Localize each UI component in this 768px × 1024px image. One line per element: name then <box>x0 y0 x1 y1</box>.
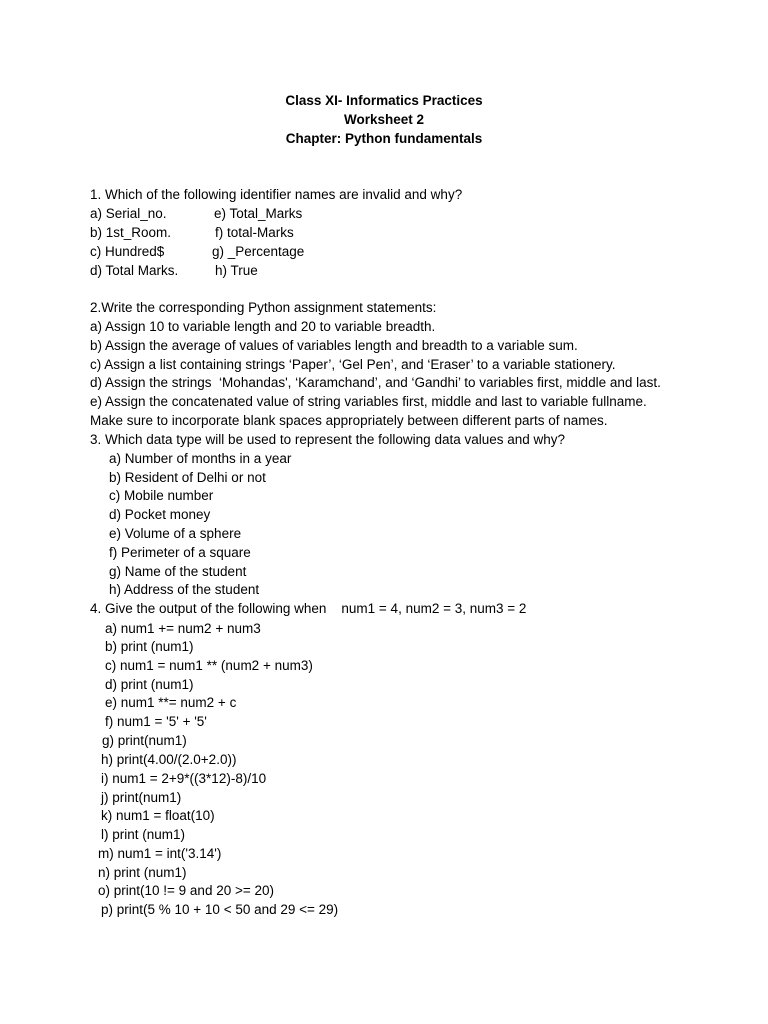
question-3-text: 3. Which data type will be used to represent the following data values and why? <box>90 432 566 447</box>
document-title: Class XI- Informatics Practices <box>285 93 483 108</box>
q1-option-g: g) _Percentage <box>212 244 305 259</box>
q3-item-a: a) Number of months in a year <box>109 451 292 466</box>
q4-item-d: d) print (num1) <box>105 677 194 692</box>
q2-item-a: a) Assign 10 to variable length and 20 to variable breadth. <box>90 319 436 334</box>
q3-item-g: g) Name of the student <box>109 564 247 579</box>
q1-option-b: b) 1st_Room. <box>90 225 172 240</box>
q2-item-e: e) Assign the concatenated value of string variables first, middle and last to variable fullname. <box>90 394 647 409</box>
q2-item-c: c) Assign a list containing strings ‘Paper’, ‘Gel Pen’, and ‘Eraser’ to a variable stationery. <box>90 357 616 372</box>
q4-item-k: k) num1 = float(10) <box>101 808 215 823</box>
q4-item-l: l) print (num1) <box>101 827 186 842</box>
q3-item-c: c) Mobile number <box>109 488 214 503</box>
q4-item-n: n) print (num1) <box>98 865 187 880</box>
question-4-text: 4. Give the output of the following when num1 = 4, num2 = 3, num3 = 2 <box>90 601 527 616</box>
q4-item-j: j) print(num1) <box>101 790 182 805</box>
q3-item-e: e) Volume of a sphere <box>109 526 242 541</box>
q3-item-f: f) Perimeter of a square <box>109 545 251 560</box>
q3-item-h: h) Address of the student <box>109 582 260 597</box>
q2-item-b: b) Assign the average of values of variables length and breadth to a variable sum. <box>90 338 578 353</box>
q4-item-a: a) num1 += num2 + num3 <box>105 621 261 636</box>
q4-item-p: p) print(5 % 10 + 10 < 50 and 29 <= 29) <box>101 902 339 917</box>
worksheet-number: Worksheet 2 <box>343 112 425 127</box>
q4-item-g: g) print(num1) <box>102 733 187 748</box>
chapter-title: Chapter: Python fundamentals <box>285 131 483 146</box>
q4-item-c: c) num1 = num1 ** (num2 + num3) <box>105 658 313 673</box>
q4-item-h: h) print(4.00/(2.0+2.0)) <box>101 752 237 767</box>
q4-item-o: o) print(10 != 9 and 20 >= 20) <box>98 883 274 898</box>
q4-item-b: b) print (num1) <box>105 639 194 654</box>
q1-option-f: f) total-Marks <box>215 225 294 240</box>
q2-note: Make sure to incorporate blank spaces appropriately between different parts of names. <box>90 413 608 428</box>
q3-item-d: d) Pocket money <box>109 507 211 522</box>
q3-item-b: b) Resident of Delhi or not <box>109 470 266 485</box>
q1-option-a: a) Serial_no. <box>90 206 167 221</box>
q4-item-f: f) num1 = '5' + '5' <box>105 714 207 729</box>
question-1-text: 1. Which of the following identifier names are invalid and why? <box>90 187 463 202</box>
q1-option-h: h) True <box>215 263 258 278</box>
q1-option-e: e) Total_Marks <box>214 206 303 221</box>
question-2-text: 2.Write the corresponding Python assignment statements: <box>90 300 437 315</box>
q1-option-c: c) Hundred$ <box>90 244 165 259</box>
q4-item-e: e) num1 **= num2 + c <box>105 695 237 710</box>
q1-option-d: d) Total Marks. <box>90 263 179 278</box>
q2-item-d: d) Assign the strings ‘Mohandas', ‘Karamchand’, and ‘Gandhi’ to variables first, middle and last. <box>90 375 661 390</box>
q4-item-m: m) num1 = int('3.14') <box>98 846 222 861</box>
q4-item-i: i) num1 = 2+9*((3*12)-8)/10 <box>101 771 267 786</box>
